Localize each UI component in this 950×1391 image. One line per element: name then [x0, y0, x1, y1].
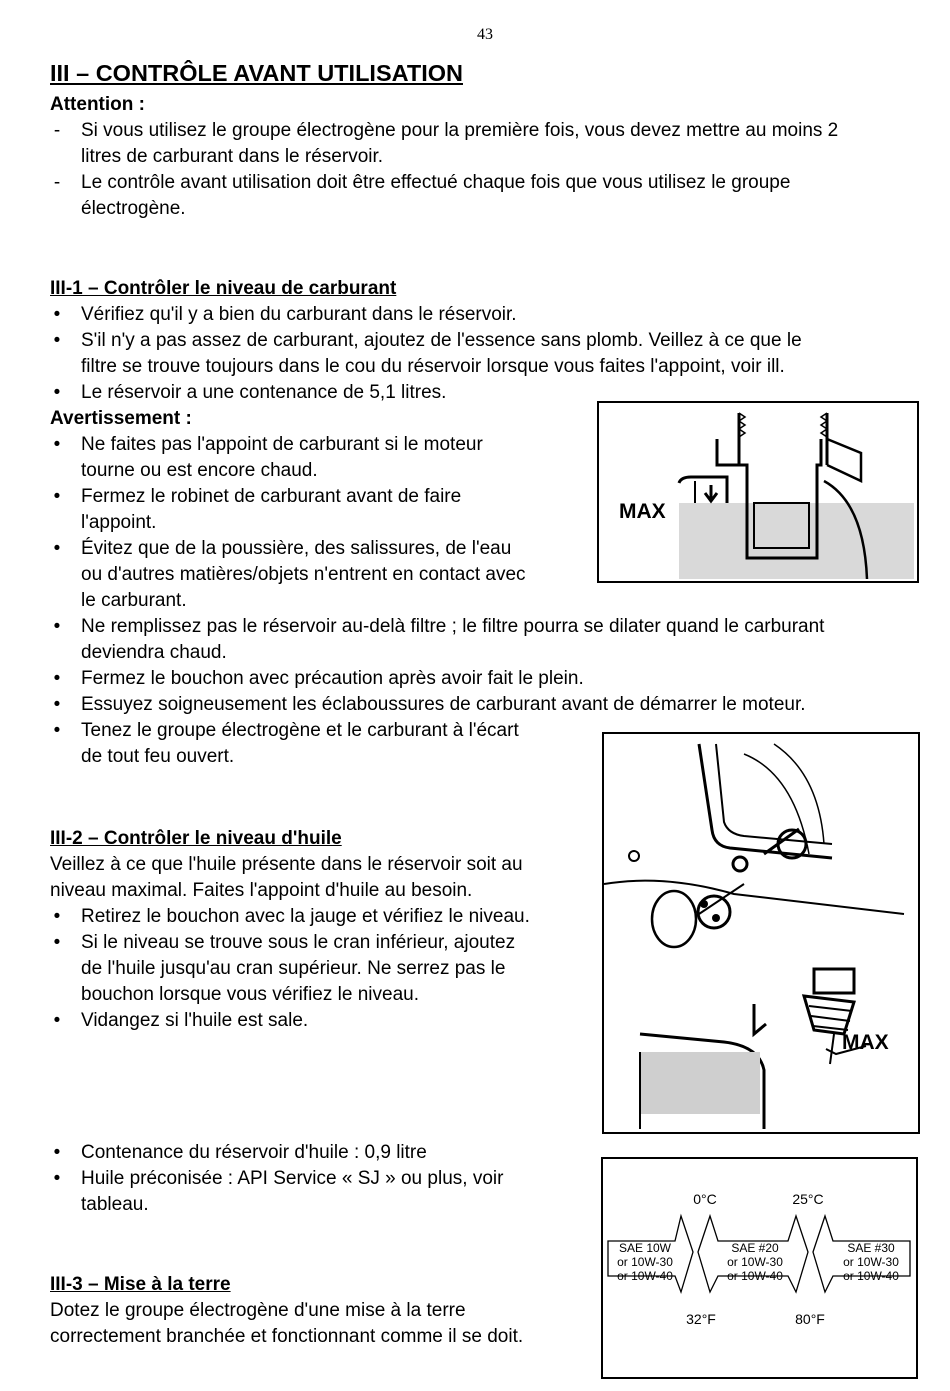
grade-cold-3: or 10W-40: [617, 1269, 673, 1283]
list-item-text: [81, 328, 802, 380]
fuel-tank-illustration: [599, 403, 916, 580]
list-item-line: Huile préconisée : API Service « SJ » ou plus, voir: [81, 1168, 504, 1189]
list-item-line: deviendra chaud.: [81, 642, 227, 663]
list-item-text: [81, 118, 838, 170]
grade-mid-3: or 10W-40: [727, 1269, 783, 1283]
list-item-line: Essuyez soigneusement les éclaboussures de carburant avant de démarrer le moteur.: [81, 694, 806, 715]
list-item-line: Retirez le bouchon avec la jauge et vérifiez le niveau.: [81, 906, 530, 927]
list-item-line: le carburant.: [81, 590, 187, 611]
fuel-section-title: III-1 – Contrôler le niveau de carburant: [50, 278, 397, 299]
oil-intro: [50, 852, 523, 904]
grade-hot-1: SAE #30: [847, 1241, 895, 1255]
list-item-line: Fermez le robinet de carburant avant de faire: [81, 486, 462, 507]
list-item-line: Si vous utilisez le groupe électrogène pour la première fois, vous devez mettre au moins 2: [81, 120, 839, 141]
list-item-line: Vérifiez qu'il y a bien du carburant dans le réservoir.: [81, 304, 517, 325]
list-item-line: tableau.: [81, 1194, 149, 1215]
list-item-line: électrogène.: [81, 198, 186, 219]
list-item-line: ou d'autres matières/objets n'entrent en contact avec: [81, 564, 526, 585]
oil-max-label: MAX: [842, 1031, 889, 1054]
list-item-text: [81, 666, 584, 692]
list-item-text: [81, 904, 530, 930]
temp-f-low: 32°F: [686, 1311, 716, 1327]
grade-mid-1: SAE #20: [731, 1241, 779, 1255]
list-item-line: Évitez que de la poussière, des salissures, de l'eau: [81, 538, 512, 559]
grade-hot-3: or 10W-40: [843, 1269, 899, 1283]
ground-line: Dotez le groupe électrogène d'une mise à la terre: [50, 1300, 466, 1321]
oil-viscosity-chart: [601, 1157, 918, 1379]
attention-label: Attention :: [50, 94, 145, 115]
ground-line: correctement branchée et fonctionnant comme il se doit.: [50, 1326, 524, 1347]
list-item-line: Tenez le groupe électrogène et le carburant à l'écart: [81, 720, 519, 741]
list-item-line: Vidangez si l'huile est sale.: [81, 1010, 309, 1031]
grade-mid-2: or 10W-30: [727, 1255, 783, 1269]
list-item-line: Contenance du réservoir d'huile : 0,9 litre: [81, 1142, 427, 1163]
list-item-line: tourne ou est encore chaud.: [81, 460, 318, 481]
list-item-line: l'appoint.: [81, 512, 157, 533]
page-number: 43: [477, 26, 493, 43]
list-item-line: de l'huile jusqu'au cran supérieur. Ne serrez pas le: [81, 958, 506, 979]
list-item-line: S'il n'y a pas assez de carburant, ajoutez de l'essence sans plomb. Veillez à ce que le: [81, 330, 802, 351]
temp-c-low: 0°C: [693, 1191, 717, 1207]
list-item-text: [81, 1140, 427, 1166]
oil-intro-line: Veillez à ce que l'huile présente dans le réservoir soit au: [50, 854, 523, 875]
ground-text: [50, 1298, 523, 1350]
list-item-text: [81, 432, 483, 484]
list-marker: •: [53, 668, 61, 689]
list-item-text: [81, 380, 446, 406]
oil-dipstick-figure: [602, 732, 920, 1134]
list-marker: •: [53, 434, 61, 455]
ground-section-title: III-3 – Mise à la terre: [50, 1274, 231, 1295]
grade-cold-2: or 10W-30: [617, 1255, 673, 1269]
grade-hot-2: or 10W-30: [843, 1255, 899, 1269]
oil-intro-line: niveau maximal. Faites l'appoint d'huile au besoin.: [50, 880, 473, 901]
oil-dipstick-illustration: [604, 734, 917, 1131]
list-marker: •: [53, 304, 61, 325]
temp-c-high: 25°C: [792, 1191, 824, 1207]
list-marker: •: [53, 906, 61, 927]
list-item-text: [81, 484, 461, 536]
list-marker: •: [53, 382, 61, 403]
list-marker: •: [53, 720, 61, 741]
list-item-line: Le contrôle avant utilisation doit être effectué chaque fois que vous utilisez le groupe: [81, 172, 791, 193]
list-item-line: Le réservoir a une contenance de 5,1 litres.: [81, 382, 447, 403]
list-item-text: [81, 614, 824, 666]
list-marker: •: [53, 330, 61, 351]
list-item-line: litres de carburant dans le réservoir.: [81, 146, 384, 167]
list-marker: •: [53, 538, 61, 559]
list-item-line: Fermez le bouchon avec précaution après avoir fait le plein.: [81, 668, 584, 689]
temp-f-high: 80°F: [795, 1311, 825, 1327]
list-item-line: de tout feu ouvert.: [81, 746, 235, 767]
list-marker: •: [53, 486, 61, 507]
list-marker: -: [53, 120, 61, 141]
list-item-text: [81, 536, 526, 614]
oil-section-title: III-2 – Contrôler le niveau d'huile: [50, 828, 342, 849]
list-item-line: filtre se trouve toujours dans le cou du réservoir lorsque vous faites l'appoint, voir ill.: [81, 356, 785, 377]
list-marker: •: [53, 616, 61, 637]
list-item-text: [81, 718, 519, 770]
list-item-text: [81, 930, 515, 1008]
list-item-line: Ne faites pas l'appoint de carburant si le moteur: [81, 434, 483, 455]
warning-label: Avertissement :: [50, 408, 192, 429]
list-item-line: Ne remplissez pas le réservoir au-delà filtre ; le filtre pourra se dilater quand le carburant: [81, 616, 825, 637]
list-item-text: [81, 1008, 308, 1034]
list-marker: -: [53, 172, 61, 193]
list-item-text: [81, 302, 517, 328]
list-marker: •: [53, 1010, 61, 1031]
list-item-text: [81, 1166, 503, 1218]
list-marker: •: [53, 1142, 61, 1163]
fuel-max-label: MAX: [619, 500, 666, 523]
section-title: III – CONTRÔLE AVANT UTILISATION: [50, 60, 463, 86]
list-item-text: [81, 692, 806, 718]
list-marker: •: [53, 1168, 61, 1189]
list-item-line: Si le niveau se trouve sous le cran inférieur, ajoutez: [81, 932, 516, 953]
list-item-line: bouchon lorsque vous vérifiez le niveau.: [81, 984, 419, 1005]
grade-cold-1: SAE 10W: [618, 1241, 672, 1255]
fuel-tank-figure: [597, 401, 919, 583]
list-item-text: [81, 170, 790, 222]
list-marker: •: [53, 932, 61, 953]
list-marker: •: [53, 694, 61, 715]
viscosity-chart-drawing: [603, 1159, 915, 1376]
